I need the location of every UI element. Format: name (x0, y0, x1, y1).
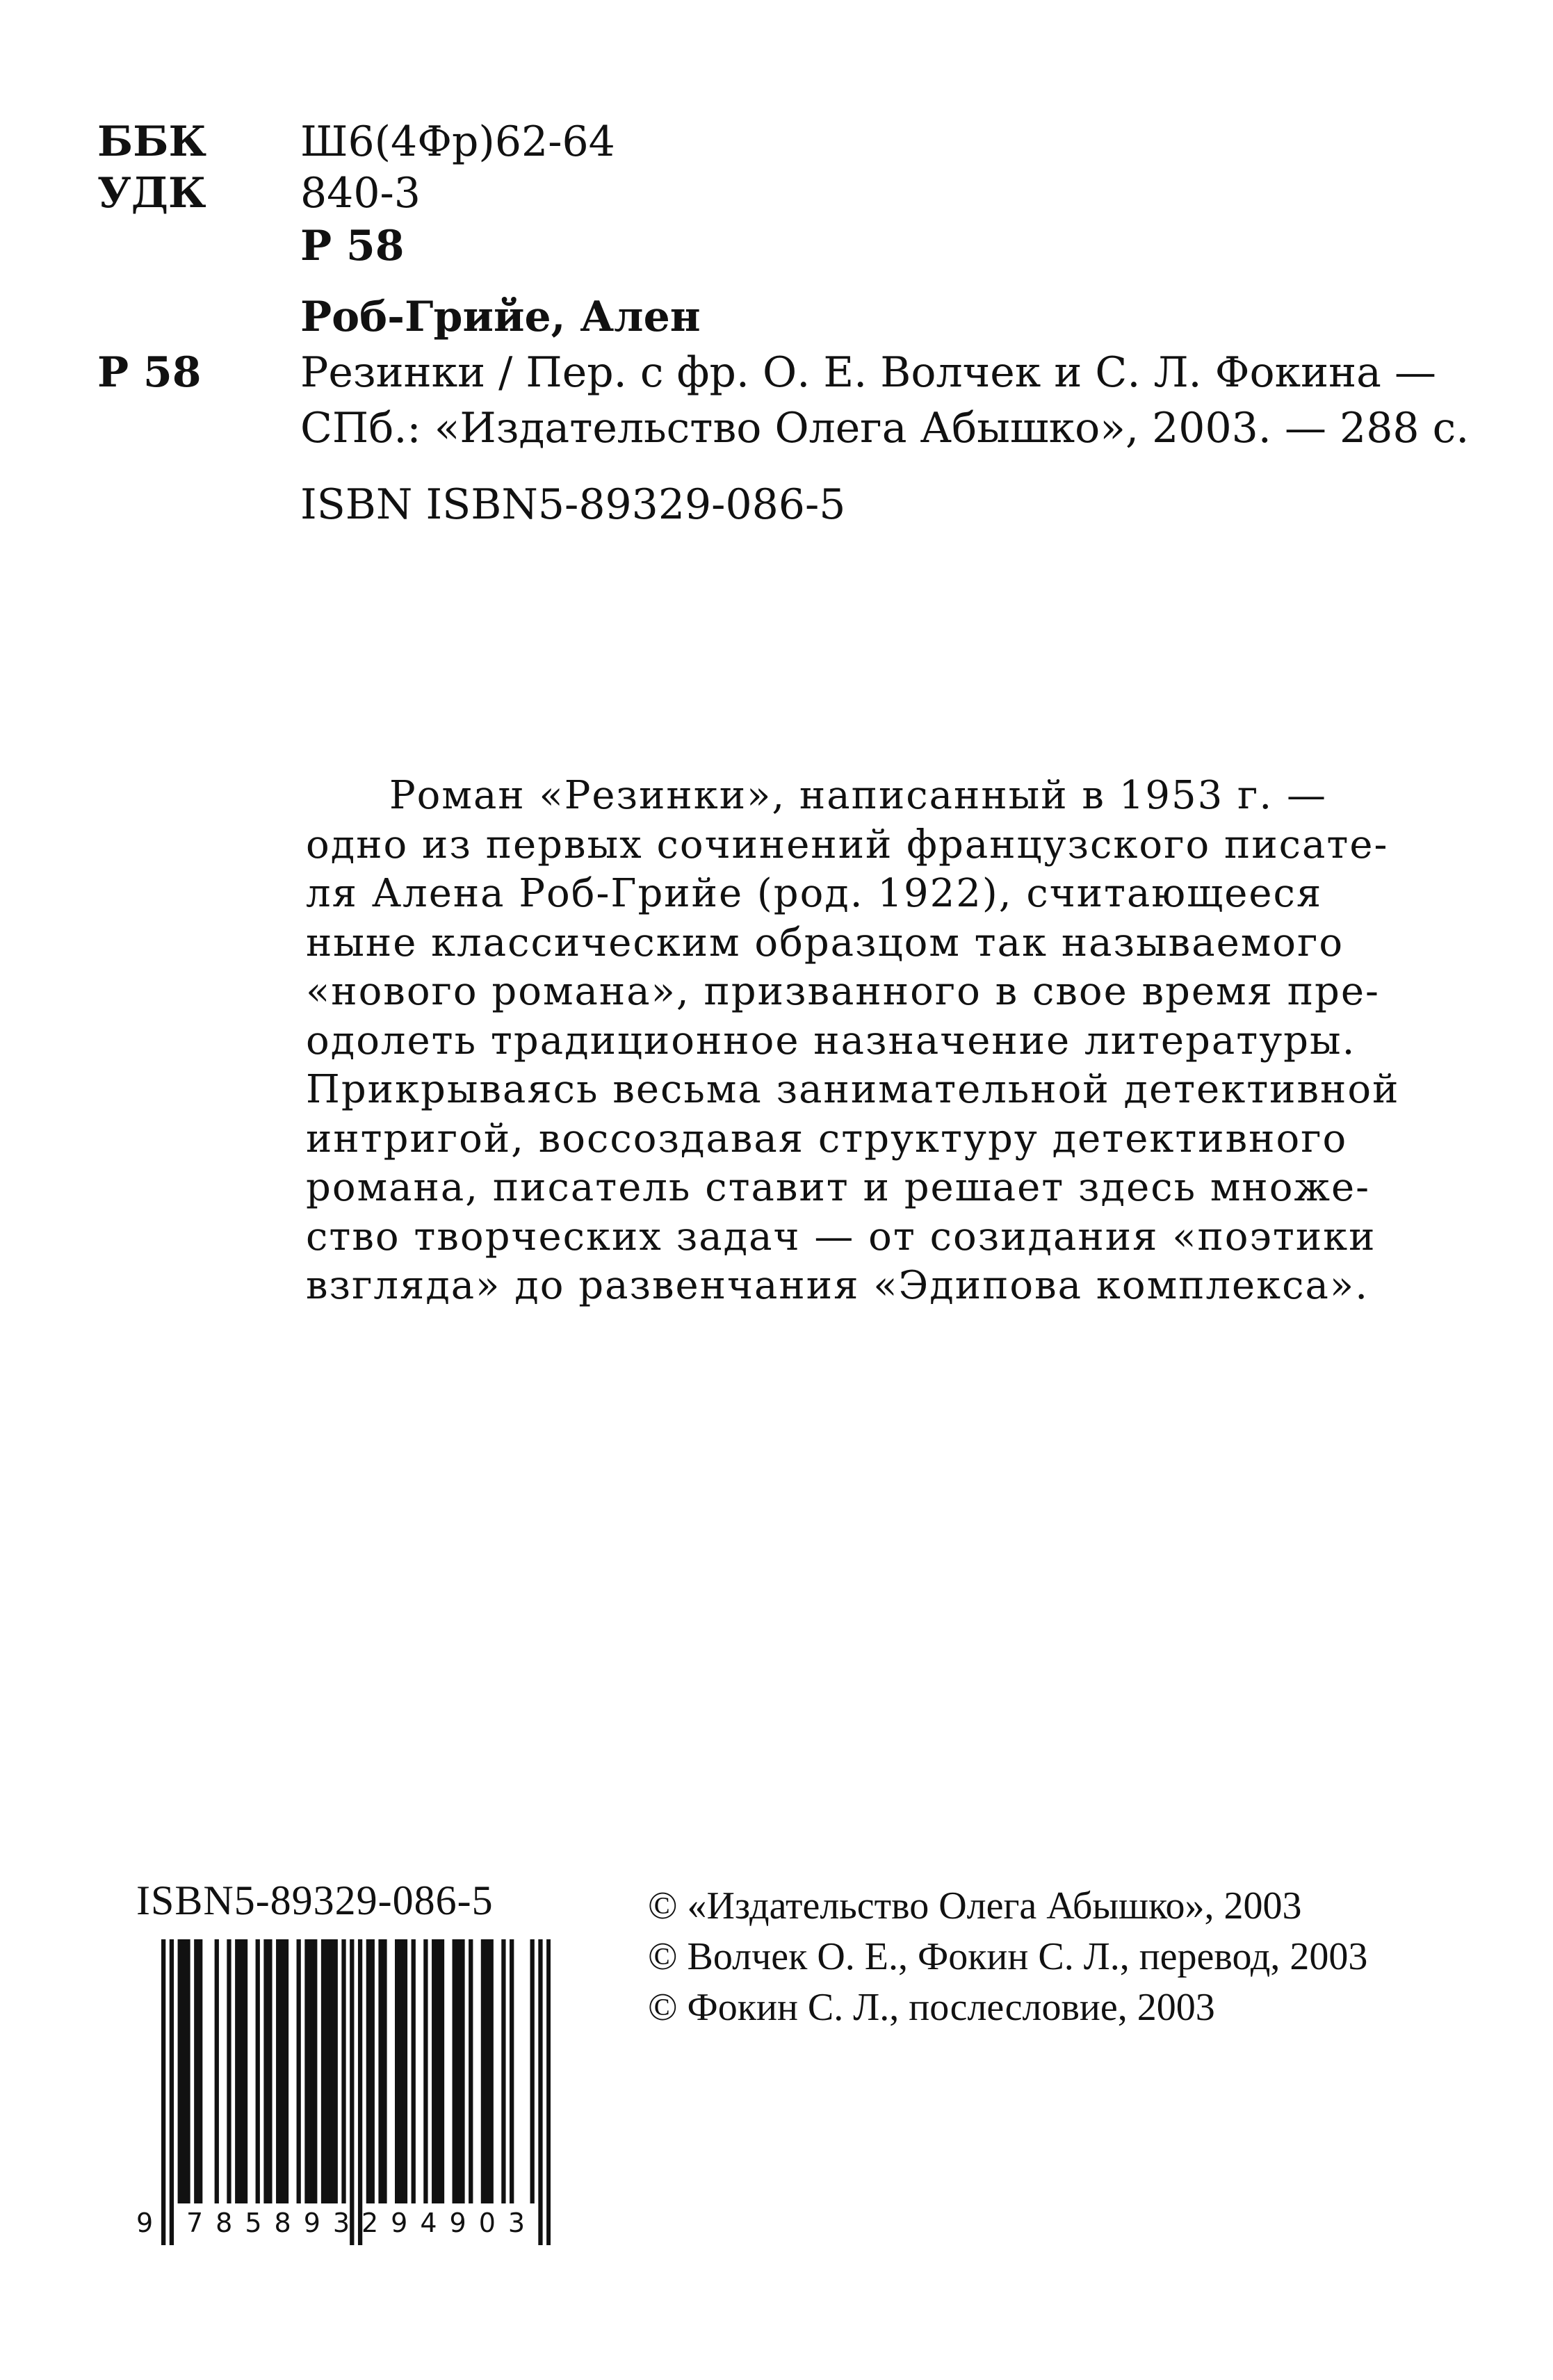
barcode-bar (284, 1939, 288, 2203)
card-sign: Р 58 (97, 348, 202, 397)
barcode-bar (481, 1939, 485, 2203)
abstract-line: ля Алена Роб-Грийе (род. 1922), считающееся (306, 871, 1323, 916)
barcode-bar (469, 1939, 473, 2203)
barcode-bar (186, 1939, 190, 2203)
abstract-paragraph (306, 772, 1460, 1311)
abstract-line: одолеть традиционное назначение литературы. (306, 1018, 1356, 1063)
abstract-line: ство творческих задач — от созидания «поэтики (306, 1214, 1376, 1260)
udk-value: 840-3 (300, 169, 421, 218)
barcode-bar (239, 1939, 243, 2203)
barcode-bar (280, 1939, 284, 2203)
barcode-bar (358, 1939, 362, 2245)
barcode-bar (256, 1939, 260, 2203)
abstract-line: Роман «Резинки», написанный в 1953 г. — (389, 773, 1327, 818)
barcode-bar (366, 1939, 371, 2203)
barcode-bar (268, 1939, 272, 2203)
barcode-bar (460, 1939, 464, 2203)
barcode-bar (334, 1939, 338, 2203)
barcode-bar (304, 1939, 309, 2203)
barcode-bar (161, 1939, 165, 2245)
isbn-line: ISBN ISBN5-89329-086-5 (300, 480, 846, 529)
barcode-bar (456, 1939, 460, 2203)
description-line-1: Резинки / Пер. с фр. О. Е. Волчек и С. Л. Фокина — (300, 348, 1436, 397)
barcode-bar (530, 1939, 535, 2203)
udk-label: УДК (97, 169, 206, 218)
barcode-bar (371, 1939, 375, 2203)
barcode-bar (403, 1939, 407, 2203)
barcode-isbn: ISBN5-89329-086-5 (136, 1877, 494, 1923)
barcode-bar (440, 1939, 444, 2203)
barcode-bar (489, 1939, 494, 2203)
barcode-bar (313, 1939, 317, 2203)
barcode-bar (453, 1939, 457, 2203)
barcode-bar (382, 1939, 387, 2203)
author-name: Роб-Грийе, Ален (300, 293, 701, 341)
barcode-bar (330, 1939, 334, 2203)
barcode (161, 1939, 551, 2245)
barcode-bar (423, 1939, 428, 2203)
barcode-bar (178, 1939, 182, 2203)
barcode-bar (198, 1939, 202, 2203)
barcode-bar (436, 1939, 440, 2203)
copyright-line-publisher: © «Издательство Олега Абышко», 2003 (648, 1884, 1302, 1927)
barcode-bar (395, 1939, 399, 2203)
barcode-bar (399, 1939, 403, 2203)
barcode-bar (538, 1939, 542, 2245)
barcode-bar (215, 1939, 219, 2203)
copyright-line-translation: © Волчек О. Е., Фокин С. Л., перевод, 2003 (648, 1935, 1368, 1978)
barcode-bar (432, 1939, 436, 2203)
bbk-value: Ш6(4Фр)62-64 (300, 117, 615, 166)
barcode-bar (297, 1939, 301, 2203)
author-sign: Р 58 (300, 222, 405, 270)
abstract-line: ныне классическим образцом так называемого (306, 920, 1344, 965)
barcode-bar (341, 1939, 345, 2203)
barcode-bar (378, 1939, 382, 2203)
abstract-line: Прикрываясь весьма занимательной детективной (306, 1067, 1400, 1112)
barcode-bar (243, 1939, 247, 2203)
bbk-label: ББК (97, 117, 207, 166)
barcode-digits-left: 785893 (186, 2208, 363, 2238)
barcode-bar (309, 1939, 313, 2203)
abstract-line: взгляда» до развенчания «Эдипова комплекса». (306, 1263, 1369, 1308)
barcode-bar (194, 1939, 198, 2203)
barcode-bar (501, 1939, 505, 2203)
barcode-bar (412, 1939, 416, 2203)
barcode-bar (510, 1939, 514, 2203)
barcode-bar (350, 1939, 354, 2245)
abstract-line: романа, писатель ставит и решает здесь множе- (306, 1165, 1371, 1210)
barcode-bar (485, 1939, 489, 2203)
copyright-line-afterword: © Фокин С. Л., послесловие, 2003 (648, 1986, 1215, 2029)
barcode-bar (235, 1939, 239, 2203)
abstract-line: интригой, воссоздавая структуру детективного (306, 1116, 1348, 1162)
barcode-bar (263, 1939, 268, 2203)
barcode-bar (321, 1939, 325, 2203)
abstract-line: одно из первых сочинений французского писате- (306, 822, 1389, 867)
barcode-digit-lead: 9 (136, 2208, 166, 2238)
description-line-2: СПб.: «Издательство Олега Абышко», 2003. — 288 с. (300, 404, 1470, 453)
barcode-bar (227, 1939, 231, 2203)
barcode-bar (170, 1939, 174, 2245)
barcode-bar (546, 1939, 551, 2245)
barcode-bar (276, 1939, 280, 2203)
barcode-bar (325, 1939, 330, 2203)
abstract-line: «нового романа», призванного в свое время пре- (306, 969, 1380, 1014)
barcode-digits-right: 294903 (361, 2208, 538, 2238)
barcode-bar (181, 1939, 186, 2203)
